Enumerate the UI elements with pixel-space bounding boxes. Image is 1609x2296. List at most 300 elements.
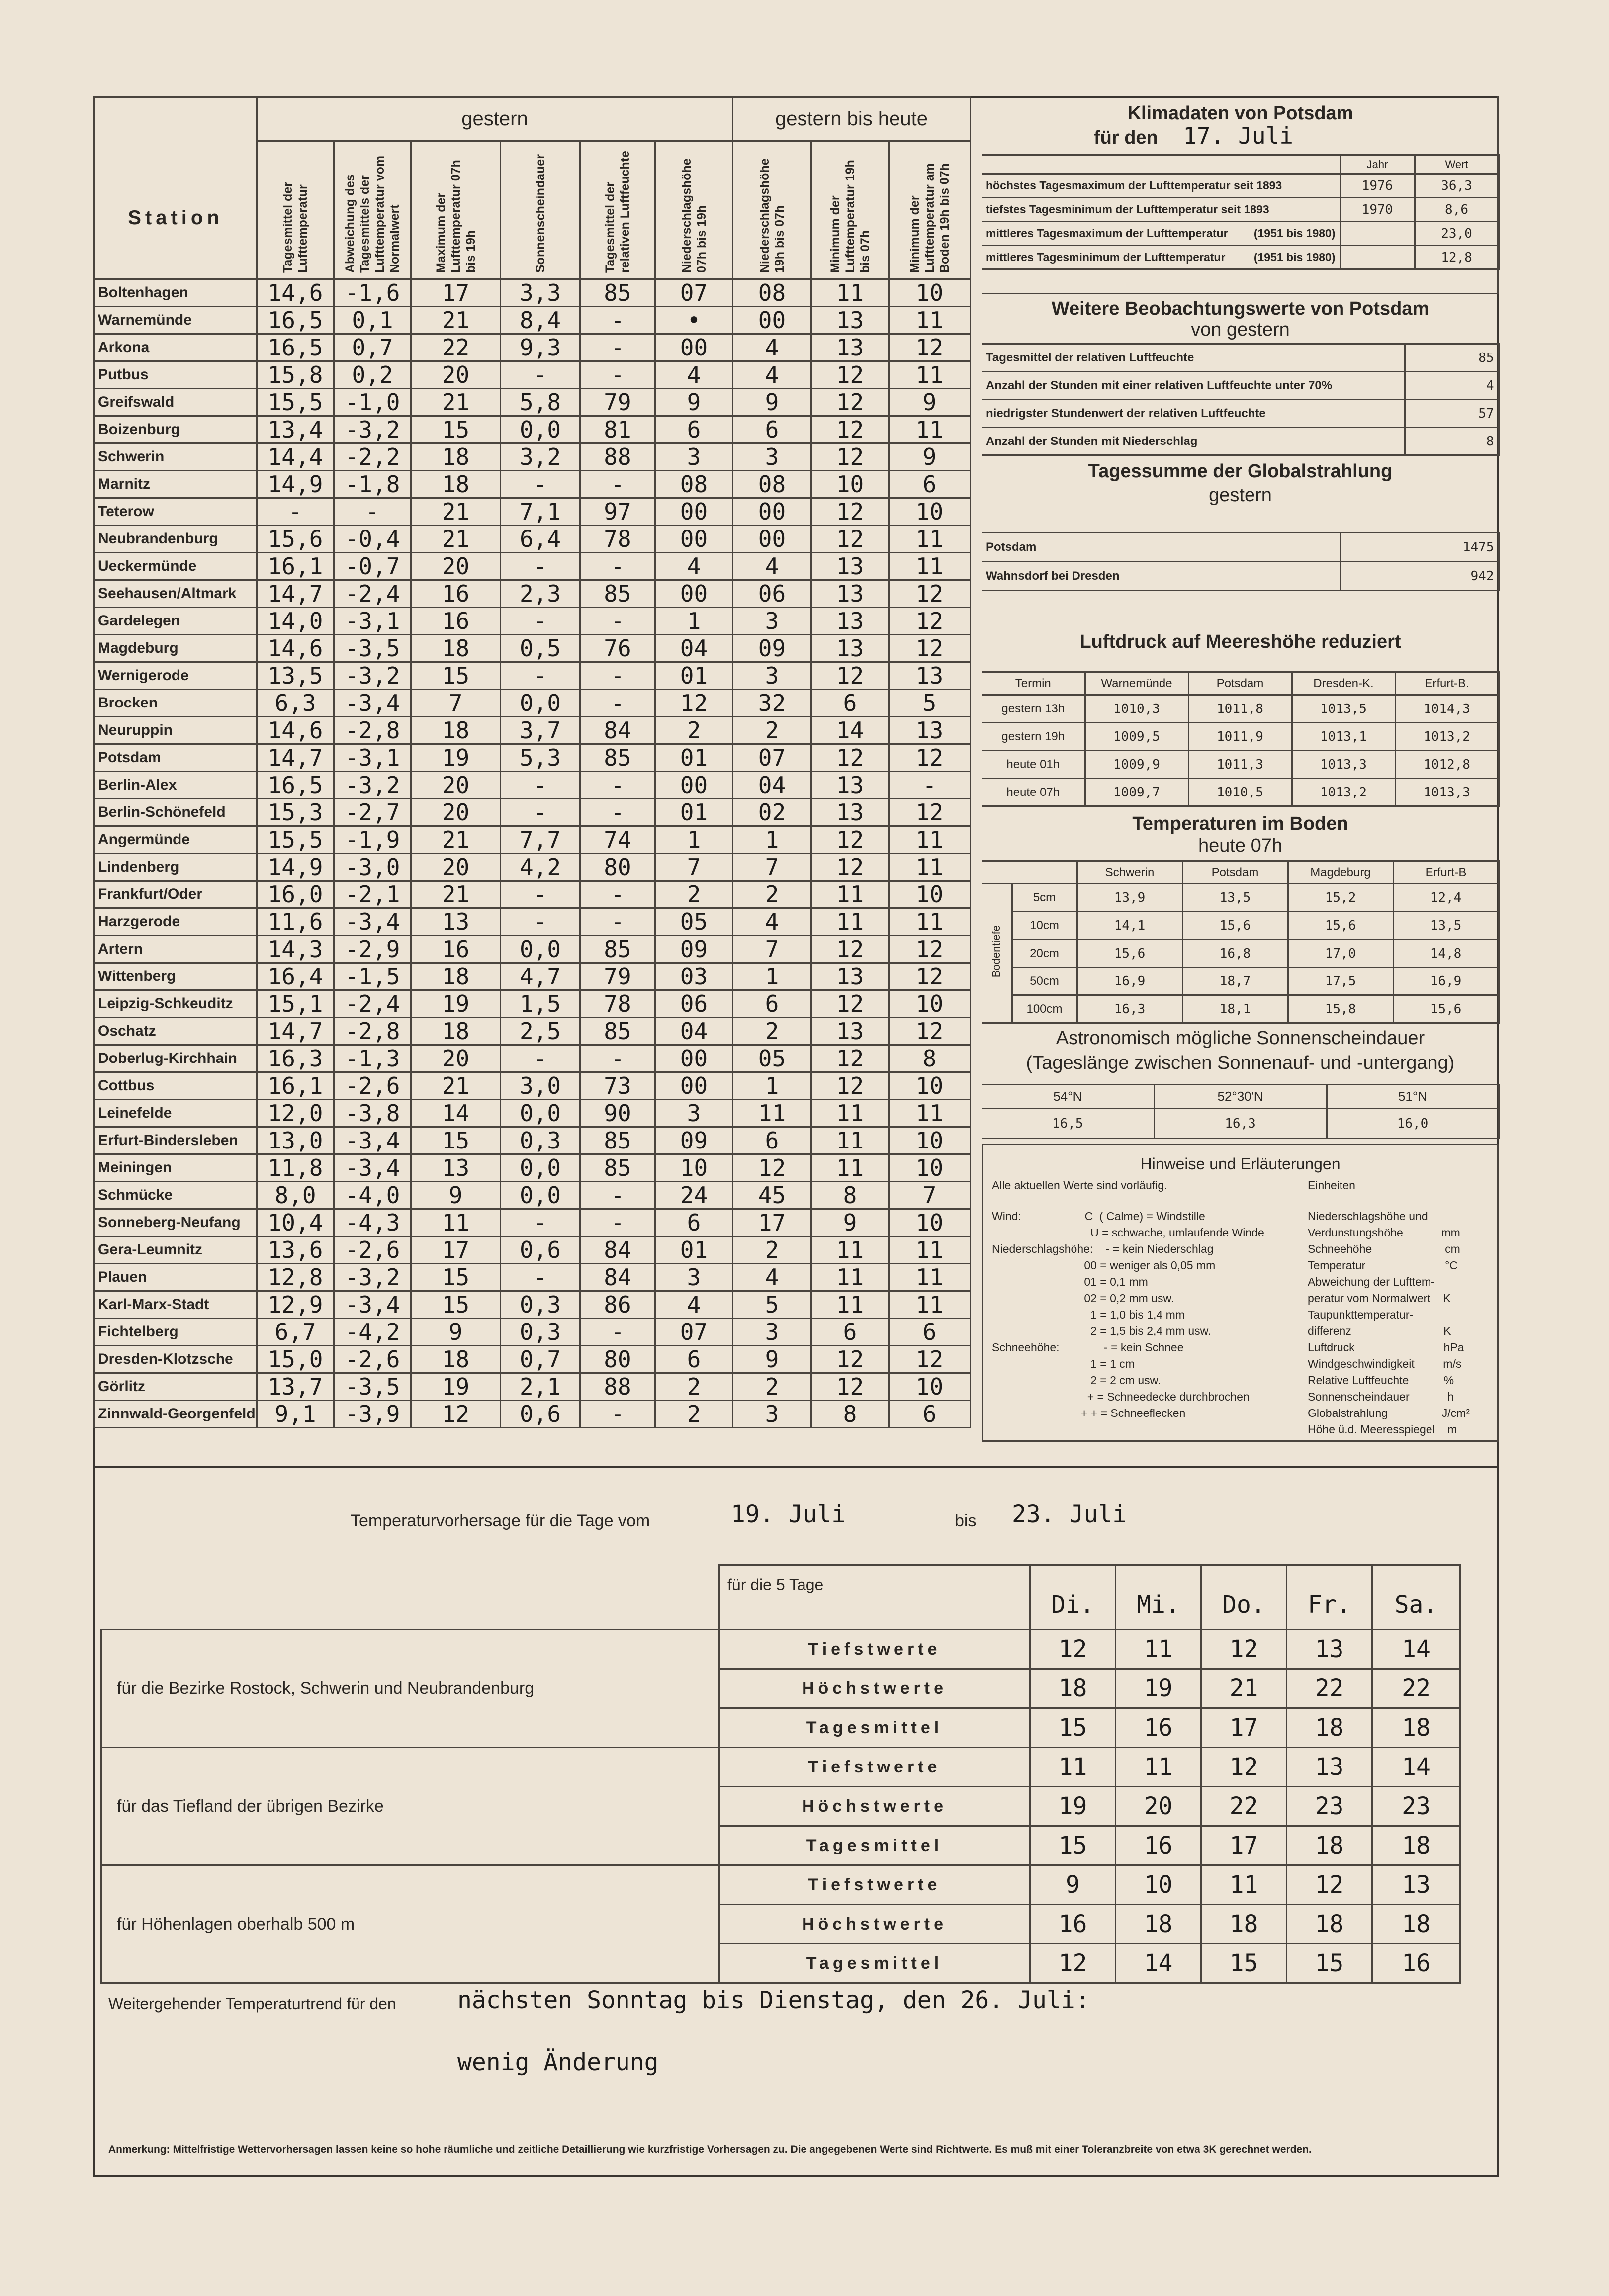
forecast-row-label: Höchstwerte bbox=[719, 1669, 1030, 1708]
col-header-7 bbox=[811, 141, 889, 279]
station-value: 10 bbox=[889, 1072, 971, 1100]
forecast-value: 18 bbox=[1287, 1708, 1372, 1748]
station-value: 18 bbox=[411, 963, 501, 990]
luftdruck-value: 1013,3 bbox=[1395, 779, 1499, 806]
station-name: Angermünde bbox=[94, 826, 257, 854]
station-value: 9 bbox=[411, 1182, 501, 1209]
station-value: 1 bbox=[733, 1072, 811, 1100]
station-value: 2,5 bbox=[501, 1018, 580, 1045]
station-value: 13 bbox=[811, 799, 889, 826]
luftdruck-value: 1011,9 bbox=[1188, 723, 1292, 751]
boden-depth: 100cm bbox=[1012, 995, 1077, 1023]
luftdruck-row bbox=[982, 695, 1499, 723]
station-value: 12 bbox=[811, 389, 889, 416]
station-value: 11 bbox=[889, 361, 971, 389]
station-value: 6 bbox=[811, 1319, 889, 1346]
station-value: 00 bbox=[733, 498, 811, 526]
boden-value: 15,8 bbox=[1288, 995, 1393, 1023]
forecast-value: 11 bbox=[1030, 1748, 1116, 1787]
col-header-1 bbox=[334, 141, 411, 279]
station-value: 8 bbox=[811, 1401, 889, 1428]
station-table bbox=[93, 96, 971, 1428]
station-value: - bbox=[580, 881, 655, 908]
station-value: 11 bbox=[889, 908, 971, 936]
station-value: 0,2 bbox=[334, 361, 411, 389]
station-value: 12 bbox=[811, 443, 889, 471]
station-value: 11 bbox=[811, 908, 889, 936]
forecast-bis: bis bbox=[955, 1511, 977, 1530]
station-value: 7,7 bbox=[501, 826, 580, 854]
boden-depth: 20cm bbox=[1012, 940, 1077, 968]
station-value: 8,4 bbox=[501, 307, 580, 334]
klima-date: 17. Juli bbox=[1183, 122, 1293, 149]
station-value: -3,0 bbox=[334, 854, 411, 881]
station-value: - bbox=[501, 361, 580, 389]
station-value: 12 bbox=[889, 334, 971, 361]
boden-side-text: Bodentiefe bbox=[990, 925, 1003, 978]
forecast-value: 11 bbox=[1116, 1630, 1201, 1669]
forecast-value: 18 bbox=[1116, 1905, 1201, 1944]
col-header-4 bbox=[580, 141, 655, 279]
station-value: 17 bbox=[411, 279, 501, 307]
station-value: 11 bbox=[889, 526, 971, 553]
station-row bbox=[94, 334, 971, 361]
sonne-col-header: 52°30'N bbox=[1154, 1085, 1327, 1109]
station-value: 09 bbox=[655, 1127, 733, 1154]
station-name: Arkona bbox=[94, 334, 257, 361]
forecast-empty bbox=[101, 1565, 719, 1630]
station-value: -3,5 bbox=[334, 635, 411, 662]
klima-jahr: 1976 bbox=[1340, 174, 1415, 198]
station-value: 2 bbox=[733, 1018, 811, 1045]
station-value: 9 bbox=[811, 1209, 889, 1236]
station-value: 14,4 bbox=[257, 443, 334, 471]
global-table bbox=[982, 532, 1500, 591]
station-value: 2 bbox=[733, 1236, 811, 1264]
station-value: 8 bbox=[889, 1045, 971, 1072]
station-value: 12 bbox=[811, 990, 889, 1018]
station-value: 0,5 bbox=[501, 635, 580, 662]
klima-col-wert: Wert bbox=[1415, 155, 1499, 174]
forecast-value: 13 bbox=[1372, 1865, 1460, 1905]
global-row bbox=[982, 562, 1499, 591]
station-value: - bbox=[580, 690, 655, 717]
station-value: 20 bbox=[411, 772, 501, 799]
klima-header-row bbox=[982, 155, 1499, 174]
station-value: - bbox=[501, 1045, 580, 1072]
station-value: -4,3 bbox=[334, 1209, 411, 1236]
hinweise-title: Hinweise und Erläuterungen bbox=[1140, 1155, 1341, 1173]
luftdruck-value: 1013,1 bbox=[1292, 723, 1395, 751]
station-value: 14,7 bbox=[257, 744, 334, 772]
station-value: 4,2 bbox=[501, 854, 580, 881]
forecast-value: 22 bbox=[1372, 1669, 1460, 1708]
station-value: 7 bbox=[733, 854, 811, 881]
station-value: 12 bbox=[889, 936, 971, 963]
station-value: 86 bbox=[580, 1291, 655, 1319]
station-name: Berlin-Alex bbox=[94, 772, 257, 799]
station-value: 14,6 bbox=[257, 279, 334, 307]
forecast-value: 9 bbox=[1030, 1865, 1116, 1905]
station-value: 0,0 bbox=[501, 416, 580, 443]
station-value: 21 bbox=[411, 389, 501, 416]
station-value: 3 bbox=[655, 443, 733, 471]
global-title-2: gestern bbox=[1209, 485, 1272, 506]
forecast-day: Mi. bbox=[1116, 1565, 1201, 1630]
klima-wert: 36,3 bbox=[1415, 174, 1499, 198]
station-value: 03 bbox=[655, 963, 733, 990]
boden-row bbox=[982, 968, 1499, 995]
station-value: 79 bbox=[580, 963, 655, 990]
forecast-row-label: Tagesmittel bbox=[719, 1944, 1030, 1983]
weitere-label: Anzahl der Stunden mit einer relativen Luftfeuchte unter 70% bbox=[982, 372, 1405, 400]
forecast-value: 12 bbox=[1287, 1865, 1372, 1905]
boden-value: 13,9 bbox=[1077, 884, 1182, 912]
station-value: - bbox=[580, 334, 655, 361]
station-row bbox=[94, 526, 971, 553]
station-value: 12 bbox=[889, 580, 971, 608]
station-value: 11 bbox=[889, 854, 971, 881]
sonne-value: 16,3 bbox=[1154, 1109, 1327, 1139]
station-name: Frankfurt/Oder bbox=[94, 881, 257, 908]
station-value: 16 bbox=[411, 580, 501, 608]
boden-value: 16,9 bbox=[1393, 968, 1499, 995]
station-name: Boltenhagen bbox=[94, 279, 257, 307]
forecast-region: für das Tiefland der übrigen Bezirke bbox=[101, 1748, 719, 1865]
forecast-region: für die Bezirke Rostock, Schwerin und Neubrandenburg bbox=[101, 1630, 719, 1748]
weitere-value: 57 bbox=[1405, 400, 1499, 428]
station-value: 3,3 bbox=[501, 279, 580, 307]
station-row bbox=[94, 389, 971, 416]
station-value: 85 bbox=[580, 1127, 655, 1154]
station-value: 5 bbox=[889, 690, 971, 717]
station-value: 4 bbox=[655, 553, 733, 580]
luftdruck-value: 1010,3 bbox=[1085, 695, 1188, 723]
trend-label: Weitergehender Temperaturtrend für den bbox=[108, 1995, 396, 2013]
station-row bbox=[94, 580, 971, 608]
global-label: Potsdam bbox=[982, 533, 1340, 562]
klima-period: (1951 bis 1980) bbox=[1253, 251, 1336, 264]
weitere-row bbox=[982, 428, 1499, 455]
station-value: 13 bbox=[411, 908, 501, 936]
group-gestern-bis-heute: gestern bis heute bbox=[733, 97, 971, 141]
station-row bbox=[94, 1154, 971, 1182]
station-name: Boizenburg bbox=[94, 416, 257, 443]
station-value: 0,0 bbox=[501, 1100, 580, 1127]
station-value: 4 bbox=[733, 908, 811, 936]
station-value: 14,6 bbox=[257, 635, 334, 662]
station-value: 00 bbox=[655, 334, 733, 361]
station-value: 18 bbox=[411, 471, 501, 498]
sonne-col-header: 54°N bbox=[982, 1085, 1154, 1109]
station-row bbox=[94, 990, 971, 1018]
station-row bbox=[94, 498, 971, 526]
station-value: 11 bbox=[811, 881, 889, 908]
forecast-to: 23. Juli bbox=[1012, 1501, 1127, 1528]
station-value: 11 bbox=[889, 826, 971, 854]
station-value: 17 bbox=[411, 1236, 501, 1264]
station-value: 84 bbox=[580, 1264, 655, 1291]
boden-col-header: Magdeburg bbox=[1288, 861, 1393, 884]
station-value: 0,6 bbox=[501, 1236, 580, 1264]
station-value: 10 bbox=[889, 279, 971, 307]
forecast-row-label: Tiefstwerte bbox=[719, 1865, 1030, 1905]
station-value: - bbox=[580, 1401, 655, 1428]
station-value: 10 bbox=[889, 1154, 971, 1182]
station-value: 14,7 bbox=[257, 580, 334, 608]
station-name: Görlitz bbox=[94, 1373, 257, 1401]
station-value: 12 bbox=[811, 1373, 889, 1401]
station-value: 5,3 bbox=[501, 744, 580, 772]
station-value: 0,1 bbox=[334, 307, 411, 334]
station-value: -1,9 bbox=[334, 826, 411, 854]
forecast-divider bbox=[93, 1466, 1499, 1468]
forecast-table bbox=[100, 1564, 1461, 1984]
luftdruck-value: 1009,7 bbox=[1085, 779, 1188, 806]
station-name: Zinnwald-Georgenfeld bbox=[94, 1401, 257, 1428]
forecast-value: 18 bbox=[1201, 1905, 1287, 1944]
station-value: 17 bbox=[733, 1209, 811, 1236]
station-value: -2,4 bbox=[334, 990, 411, 1018]
station-value: 6 bbox=[733, 1127, 811, 1154]
station-value: 14,9 bbox=[257, 854, 334, 881]
station-row bbox=[94, 826, 971, 854]
station-value: 10 bbox=[889, 1373, 971, 1401]
anmerkung: Anmerkung: Mittelfristige Wettervorhersagen lassen keine so hohe räumliche und zeitliche Detaillierung wie kurzfristige Vorhersagen zu. Die angegebenen Werte sind Richtwerte. Es muß mit einer Toleranzbreite von etwa 3K gerechnet werden. bbox=[108, 2144, 1312, 2155]
forecast-row bbox=[101, 1748, 1460, 1787]
luftdruck-termin: heute 01h bbox=[982, 751, 1085, 779]
boden-table bbox=[982, 860, 1500, 1024]
station-value: 00 bbox=[655, 1045, 733, 1072]
hinweise-legend: Wind: C ( Calme) = Windstille U = schwache, umlaufende Winde Niederschlagshöhe: - = kein Niederschlag 00 = weniger als 0,05 mm 01 = 0,1 mm 02 = 0,2 mm usw. 1 = 1,0 bis 1,4 mm 2 = 1,5 bis 2,4 mm usw. Schneehöhe: - = kein Schnee 1 = 1 cm 2 = 2 cm usw. + = Schneedecke durchbrochen + + = Schneeflecken bbox=[992, 1210, 1264, 1419]
boden-value: 15,6 bbox=[1077, 940, 1182, 968]
station-value: 12 bbox=[811, 662, 889, 690]
station-value: 10 bbox=[889, 1127, 971, 1154]
station-name: Neubrandenburg bbox=[94, 526, 257, 553]
station-name: Gardelegen bbox=[94, 608, 257, 635]
boden-title-2: heute 07h bbox=[1198, 835, 1283, 856]
station-value: 18 bbox=[411, 443, 501, 471]
station-row bbox=[94, 881, 971, 908]
station-value: 13 bbox=[889, 717, 971, 744]
boden-value: 16,8 bbox=[1182, 940, 1288, 968]
station-value: 6,7 bbox=[257, 1319, 334, 1346]
sonne-value-row bbox=[982, 1109, 1499, 1139]
station-value: 6 bbox=[889, 471, 971, 498]
station-row bbox=[94, 1209, 971, 1236]
station-row bbox=[94, 553, 971, 580]
station-value: 05 bbox=[733, 1045, 811, 1072]
col-header-text: Niederschlagshöhe 07h bis 19h bbox=[679, 158, 709, 273]
station-value: 85 bbox=[580, 1018, 655, 1045]
station-value: 81 bbox=[580, 416, 655, 443]
luftdruck-value: 1013,5 bbox=[1292, 695, 1395, 723]
col-header-text: Maximum der Lufttemperatur 07h bis 19h bbox=[434, 160, 478, 273]
station-value: 76 bbox=[580, 635, 655, 662]
station-value: 3,7 bbox=[501, 717, 580, 744]
station-value: 11 bbox=[889, 416, 971, 443]
forecast-value: 14 bbox=[1372, 1630, 1460, 1669]
station-value: 79 bbox=[580, 389, 655, 416]
station-row bbox=[94, 1346, 971, 1373]
station-row bbox=[94, 416, 971, 443]
col-header-8 bbox=[889, 141, 971, 279]
col-header-text: Abweichung des Tagesmittels der Lufttemperatur vom Normalwert bbox=[343, 155, 402, 273]
station-value: 16,5 bbox=[257, 334, 334, 361]
forecast-day: Sa. bbox=[1372, 1565, 1460, 1630]
forecast-day: Fr. bbox=[1287, 1565, 1372, 1630]
station-value: - bbox=[580, 608, 655, 635]
station-value: 13 bbox=[811, 1018, 889, 1045]
station-name: Meiningen bbox=[94, 1154, 257, 1182]
klima-title: Klimadaten von Potsdam bbox=[1127, 103, 1353, 124]
klima-row-label bbox=[982, 174, 1340, 198]
station-value: 13 bbox=[811, 580, 889, 608]
station-name: Gera-Leumnitz bbox=[94, 1236, 257, 1264]
forecast-value: 18 bbox=[1372, 1708, 1460, 1748]
luftdruck-row bbox=[982, 723, 1499, 751]
station-value: 00 bbox=[733, 307, 811, 334]
station-value: 4 bbox=[733, 553, 811, 580]
station-value: 13 bbox=[889, 662, 971, 690]
station-value: 4 bbox=[733, 1264, 811, 1291]
station-value: 3 bbox=[733, 608, 811, 635]
station-value: 3 bbox=[733, 443, 811, 471]
forecast-value: 12 bbox=[1201, 1630, 1287, 1669]
station-value: 14,7 bbox=[257, 1018, 334, 1045]
station-value: 16,0 bbox=[257, 881, 334, 908]
station-value: 13,4 bbox=[257, 416, 334, 443]
boden-depth: 10cm bbox=[1012, 912, 1077, 940]
station-name: Potsdam bbox=[94, 744, 257, 772]
station-value: - bbox=[580, 662, 655, 690]
station-value: 85 bbox=[580, 936, 655, 963]
klima-label: höchstes Tagesmaximum der Lufttemperatur seit 1893 bbox=[986, 179, 1282, 192]
luftdruck-row bbox=[982, 751, 1499, 779]
luftdruck-value: 1011,3 bbox=[1188, 751, 1292, 779]
station-value: 2,1 bbox=[501, 1373, 580, 1401]
klima-jahr bbox=[1340, 222, 1415, 246]
forecast-value: 11 bbox=[1116, 1748, 1201, 1787]
forecast-value: 18 bbox=[1372, 1826, 1460, 1865]
forecast-value: 18 bbox=[1287, 1905, 1372, 1944]
station-value: 14,3 bbox=[257, 936, 334, 963]
station-value: 11,8 bbox=[257, 1154, 334, 1182]
station-name: Lindenberg bbox=[94, 854, 257, 881]
col-header-0 bbox=[257, 141, 334, 279]
station-value: 7 bbox=[889, 1182, 971, 1209]
hinweise-einheiten: Einheiten bbox=[1308, 1179, 1355, 1192]
station-row bbox=[94, 1373, 971, 1401]
station-value: 80 bbox=[580, 854, 655, 881]
station-value: 5 bbox=[733, 1291, 811, 1319]
luftdruck-value: 1011,8 bbox=[1188, 695, 1292, 723]
station-value: 3 bbox=[655, 1100, 733, 1127]
forecast-row-label: Tiefstwerte bbox=[719, 1630, 1030, 1669]
station-header: Station bbox=[94, 97, 257, 279]
station-value: -3,1 bbox=[334, 608, 411, 635]
forecast-row-label: Tagesmittel bbox=[719, 1708, 1030, 1748]
station-value: -3,8 bbox=[334, 1100, 411, 1127]
station-value: 88 bbox=[580, 1373, 655, 1401]
forecast-row-label: Höchstwerte bbox=[719, 1905, 1030, 1944]
weitere-label: Tagesmittel der relativen Luftfeuchte bbox=[982, 344, 1405, 372]
forecast-value: 14 bbox=[1116, 1944, 1201, 1983]
station-value: 05 bbox=[655, 908, 733, 936]
boden-value: 13,5 bbox=[1182, 884, 1288, 912]
station-value: 9 bbox=[733, 389, 811, 416]
forecast-from: 19. Juli bbox=[731, 1501, 846, 1528]
station-value: -2,6 bbox=[334, 1072, 411, 1100]
luftdruck-title: Luftdruck auf Meereshöhe reduziert bbox=[1079, 631, 1401, 652]
luftdruck-value: 1014,3 bbox=[1395, 695, 1499, 723]
station-value: -3,2 bbox=[334, 662, 411, 690]
station-value: - bbox=[501, 1209, 580, 1236]
station-value: 21 bbox=[411, 526, 501, 553]
boden-col-header: Potsdam bbox=[1182, 861, 1288, 884]
station-value: 04 bbox=[655, 1018, 733, 1045]
boden-col-header: Schwerin bbox=[1077, 861, 1182, 884]
station-name: Sonneberg-Neufang bbox=[94, 1209, 257, 1236]
station-value: 9 bbox=[889, 389, 971, 416]
station-value: 2 bbox=[733, 717, 811, 744]
weitere-table bbox=[982, 343, 1500, 456]
station-value: 2 bbox=[655, 1373, 733, 1401]
station-value: 00 bbox=[655, 526, 733, 553]
station-value: 13,6 bbox=[257, 1236, 334, 1264]
station-value: 10 bbox=[889, 498, 971, 526]
station-value: 0,7 bbox=[501, 1346, 580, 1373]
forecast-value: 12 bbox=[1201, 1748, 1287, 1787]
station-value: - bbox=[580, 1045, 655, 1072]
station-value: 14 bbox=[811, 717, 889, 744]
station-value: 12 bbox=[811, 1346, 889, 1373]
luftdruck-col-header: Dresden-K. bbox=[1292, 672, 1395, 695]
station-value: 11 bbox=[733, 1100, 811, 1127]
station-value: 14,9 bbox=[257, 471, 334, 498]
station-value: 02 bbox=[733, 799, 811, 826]
station-value: -2,2 bbox=[334, 443, 411, 471]
station-value: 12 bbox=[889, 799, 971, 826]
station-name: Leinefelde bbox=[94, 1100, 257, 1127]
luftdruck-col-header: Termin bbox=[982, 672, 1085, 695]
station-row bbox=[94, 662, 971, 690]
station-value: 0,0 bbox=[501, 1182, 580, 1209]
station-value: 0,0 bbox=[501, 1154, 580, 1182]
station-value: 9 bbox=[733, 1346, 811, 1373]
station-value: 16 bbox=[411, 608, 501, 635]
station-row bbox=[94, 854, 971, 881]
global-value: 1475 bbox=[1340, 533, 1499, 562]
station-value: -2,9 bbox=[334, 936, 411, 963]
station-name: Putbus bbox=[94, 361, 257, 389]
station-value: - bbox=[501, 608, 580, 635]
station-value: - bbox=[257, 498, 334, 526]
station-value: - bbox=[501, 471, 580, 498]
station-row bbox=[94, 1182, 971, 1209]
station-value: 11 bbox=[811, 1236, 889, 1264]
station-value: 12 bbox=[733, 1154, 811, 1182]
station-value: 15,8 bbox=[257, 361, 334, 389]
klima-label: tiefstes Tagesminimum der Lufttemperatur seit 1893 bbox=[986, 203, 1269, 216]
boden-header-row bbox=[982, 861, 1499, 884]
station-name: Dresden-Klotzsche bbox=[94, 1346, 257, 1373]
station-value: 10 bbox=[889, 1209, 971, 1236]
forecast-value: 19 bbox=[1030, 1787, 1116, 1826]
station-row bbox=[94, 635, 971, 662]
global-row bbox=[982, 533, 1499, 562]
boden-value: 15,2 bbox=[1288, 884, 1393, 912]
